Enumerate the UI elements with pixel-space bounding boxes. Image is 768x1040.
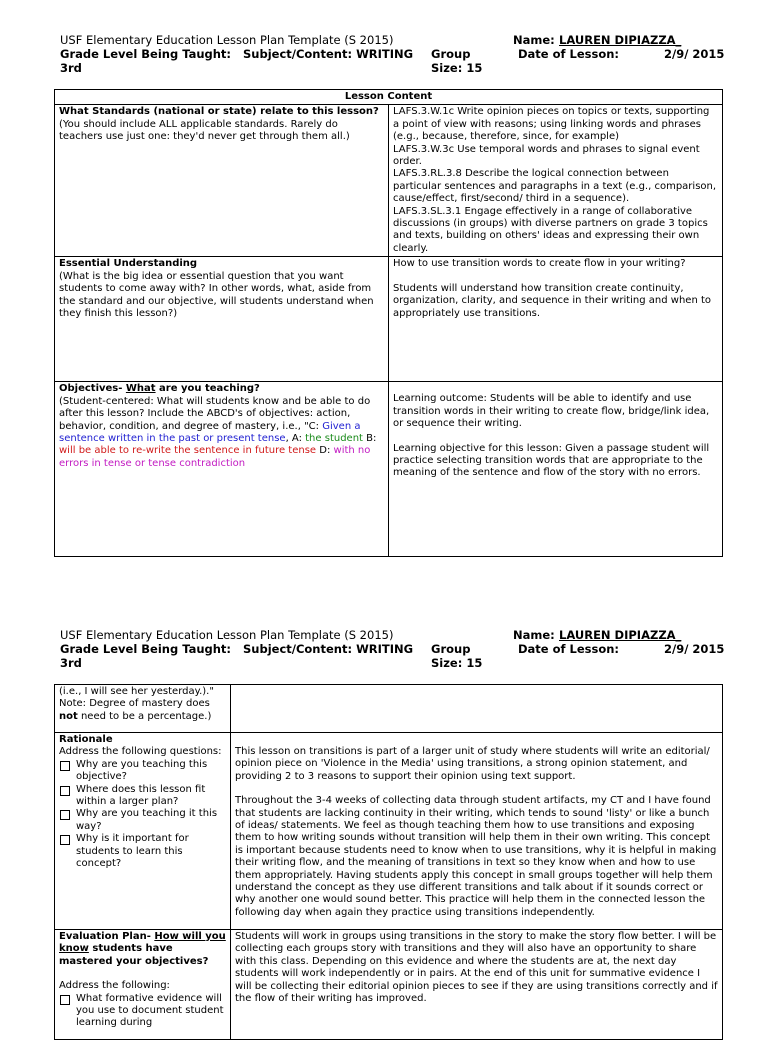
essential-heading: Essential Understanding xyxy=(59,258,198,270)
objectives-heading: Objectives- What are you teaching? xyxy=(59,383,260,395)
rationale-question: Why are you teaching it this way? xyxy=(59,808,226,833)
date-label: Date of Lesson: xyxy=(518,642,620,656)
subject-label: Subject/Content: WRITING xyxy=(243,642,414,656)
essential-label-cell xyxy=(55,257,389,382)
standards-heading: What Standards (national or state) relate to this lesson? xyxy=(59,106,379,118)
name-value: LAUREN DIPIAZZA_ xyxy=(559,628,682,642)
evaluation-content-cell xyxy=(231,930,723,1040)
mastery-note: Note: Degree of mastery does not need to be a percentage.) xyxy=(59,698,212,722)
checkbox-icon xyxy=(60,995,70,1005)
standards-content-cell xyxy=(389,105,723,257)
evaluation-label-cell xyxy=(55,930,231,1040)
name-value: LAUREN DIPIAZZA_ xyxy=(559,33,682,47)
checkbox-icon xyxy=(60,835,70,845)
grade-label: Grade Level Being Taught: xyxy=(60,47,232,61)
grade-value: 3rd xyxy=(60,61,82,75)
rationale-question: Where does this lesson fit within a larger plan? xyxy=(59,784,226,809)
lesson-content-table-continued xyxy=(54,684,723,1040)
rationale-paragraph-1: This lesson on transitions is part of a larger unit of study where students will write an editorial/ opinion piece on 'Violence in the Media' using transitions, a strong opinion statement, and providing 2 to 3 reasons to support their opinion using text support. xyxy=(235,746,710,782)
rationale-intro: Address the following questions: xyxy=(59,746,222,758)
rationale-content-cell xyxy=(231,733,723,930)
continued-example: (i.e., I will see her yesterday.)." xyxy=(59,686,214,697)
grade-label: Grade Level Being Taught: xyxy=(60,642,232,656)
template-title: USF Elementary Education Lesson Plan Template (S 2015) xyxy=(60,33,394,47)
evaluation-intro: Address the following: xyxy=(59,980,170,992)
group-size: Size: 15 xyxy=(431,656,483,670)
name-label: Name: xyxy=(513,33,555,47)
group-label: Group xyxy=(431,47,471,61)
template-title: USF Elementary Education Lesson Plan Template (S 2015) xyxy=(60,628,394,642)
standard-line: LAFS.3.W.1c Write opinion pieces on topics or texts, supporting a point of view with reasons; using linking words and phrases (e.g., because, therefore, since, for example) xyxy=(393,106,710,143)
essential-question: How to use transition words to create flow in your writing? xyxy=(393,258,686,270)
standard-line: LAFS.3.SL.3.1 Engage effectively in a range of collaborative discussions (in groups) with diverse partners on grade 3 topics and texts, building on others' ideas and expressing their own clearly. xyxy=(393,205,708,254)
rationale-heading: Rationale xyxy=(59,734,113,745)
date-label: Date of Lesson: xyxy=(518,47,620,61)
standards-note: (You should include ALL applicable standards. Rarely do teachers use just one: they'd never get through them all.) xyxy=(59,118,350,143)
page1-header xyxy=(60,33,740,75)
rationale-paragraph-2: Throughout the 3-4 weeks of collecting data through student artifacts, my CT and I have found that students are lacking continuity in their writing, which tends to sound 'listy' or like a bunch of ideas/ statements. We feel as though teaching them how to use transitions and exposing them to how writing sounds without transition will help them in their own writing. This concept is important because students need to know when to use transitions, why it is helpful in making their writing flow, and the meaning of transitions in text so they know when and how to use them appropriately. Having students apply this concept in small groups together will help them understand the concept as they use different transitions and talk about if it sounds correct or why another one would sound better. This practice will help them in the connected lesson the following day when again they practice using transitions independently. xyxy=(235,795,717,918)
checkbox-icon xyxy=(60,786,70,796)
continued-content-cell xyxy=(231,685,723,733)
evaluation-heading: Evaluation Plan- How will you know students have mastered your objectives? xyxy=(59,931,226,967)
rationale-question: Why are you teaching this objective? xyxy=(59,759,226,784)
rationale-label-cell xyxy=(55,733,231,930)
rationale-question: Why is it important for students to learn this concept? xyxy=(59,833,226,870)
evaluation-question: What formative evidence will you use to document student learning during xyxy=(59,993,226,1030)
objectives-note: (Student-centered: What will students know and be able to do after this lesson? Include the ABCD's of objectives: action, behavior, condition, and degree of mastery, i.e., "C: Given a sentence written in the past or present tense, A: the student B: will be able to re-write the sentence in future tense D: with no errors in tense or tense contradiction xyxy=(59,395,377,469)
date-value: 2/9/ 2015 xyxy=(664,47,725,61)
page2-header xyxy=(60,628,740,670)
degree-text: with no errors in tense or tense contradiction xyxy=(59,445,371,469)
essential-answer: Students will understand how transition create continuity, organization, clarity, and sequence in their writing and when to appropriately use transitions. xyxy=(393,282,712,319)
standard-line: LAFS.3.W.3c Use temporal words and phrases to signal event order. xyxy=(393,143,700,168)
evaluation-text: Students will work in groups using transitions in the story to make the story flow better. I will be collecting each groups story with transitions and they will also have an opportunity to share with this class. Depending on this evidence and where the students are at, the next day students will work independently or in pairs. At the end of this unit for summative evidence I will be collecting their editorial opinion pieces to see if they are using transitions correctly and if the flow of their writing has improved. xyxy=(235,931,718,1005)
objectives-content-cell xyxy=(389,382,723,557)
table-title: Lesson Content xyxy=(55,90,723,105)
group-size: Size: 15 xyxy=(431,61,483,75)
standards-label-cell xyxy=(55,105,389,257)
date-value: 2/9/ 2015 xyxy=(664,642,725,656)
checkbox-icon xyxy=(60,761,70,771)
grade-value: 3rd xyxy=(60,656,82,670)
learning-objective: Learning objective for this lesson: Given a passage student will practice selecting transition words that are appropriate to the meaning of the sentence and flow of the story with no errors. xyxy=(393,442,710,479)
standard-line: LAFS.3.RL.3.8 Describe the logical connection between particular sentences and paragraphs in a text (e.g., comparison, cause/effect, first/second/ third in a sequence). xyxy=(393,168,717,205)
continued-label-cell xyxy=(55,685,231,733)
essential-content-cell xyxy=(389,257,723,382)
checkbox-icon xyxy=(60,810,70,820)
learning-outcome: Learning outcome: Students will be able to identify and use transition words in their writing to create flow, bridge/link idea, or sequence their writing. xyxy=(393,393,710,430)
subject-label: Subject/Content: WRITING xyxy=(243,47,414,61)
behavior-text: will be able to re-write the sentence in future tense xyxy=(59,445,317,457)
objectives-label-cell xyxy=(55,382,389,557)
lesson-content-table xyxy=(54,89,723,557)
condition-text: Given a sentence written in the past or present tense xyxy=(59,420,361,444)
audience-text: the student xyxy=(305,432,363,444)
essential-note: (What is the big idea or essential question that you want students to come away with? In other words, what, aside from the standard and our objective, will students understand when they finish this lesson?) xyxy=(59,270,374,319)
name-label: Name: xyxy=(513,628,555,642)
group-label: Group xyxy=(431,642,471,656)
